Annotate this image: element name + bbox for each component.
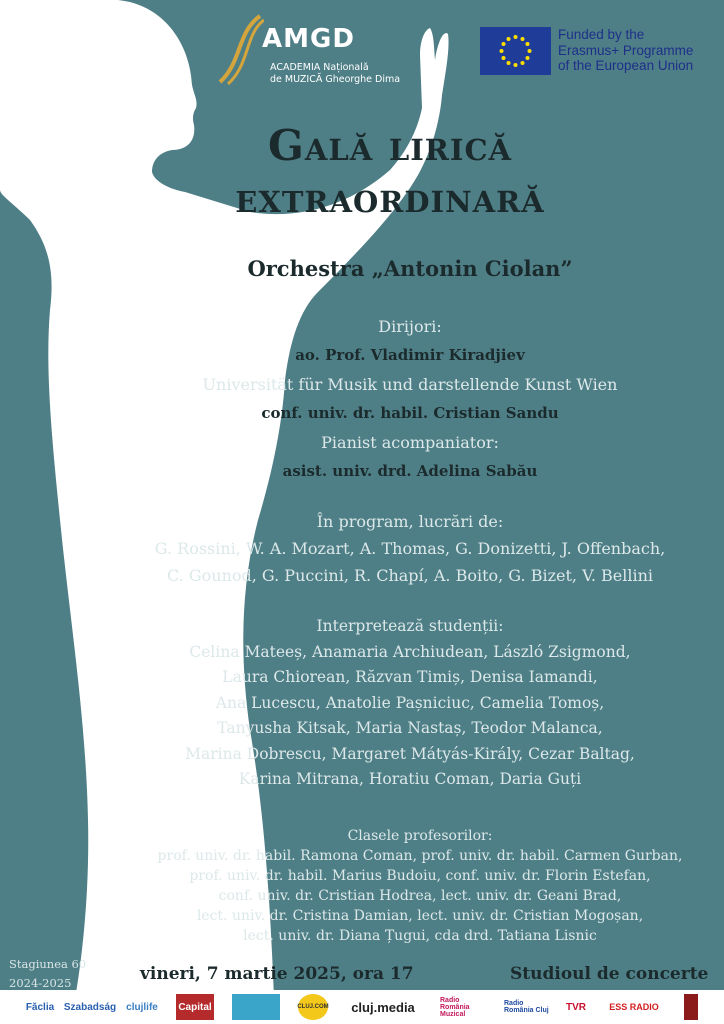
- program-heading: În program, lucrări de:: [316, 512, 504, 531]
- event-title-line1: Gală lirică: [267, 121, 513, 170]
- conductor-1: ao. Prof. Vladimir Kiradjiev: [295, 346, 525, 364]
- sponsor-logo[interactable]: Radio România Muzical: [440, 996, 470, 1018]
- sponsor-emblem-icon[interactable]: [684, 994, 698, 1020]
- academy-name-line1: ACADEMIA Națională: [270, 62, 369, 73]
- performers-line: Ana Lucescu, Anatolie Pașniciuc, Camelia Tomoș,: [215, 693, 605, 712]
- sponsor-logo[interactable]: Szabadság: [63, 1001, 117, 1013]
- sponsor-logo[interactable]: ESS RADIO: [609, 1002, 659, 1012]
- season-label: [9, 955, 86, 993]
- sponsor-logo[interactable]: cluj.media: [351, 999, 415, 1015]
- sponsors-bar: [0, 990, 724, 1024]
- event-title-line2: extraordinară: [235, 173, 545, 222]
- sponsor-logo[interactable]: CLUJ.COM: [298, 994, 328, 1020]
- conductor-2: conf. univ. dr. habil. Cristian Sandu: [261, 404, 559, 422]
- erasmus-logo[interactable]: [480, 27, 720, 77]
- erasmus-text: [558, 27, 693, 74]
- classes-section: [120, 826, 720, 946]
- orchestra-name: Orchestra „Antonin Ciolan”: [247, 256, 573, 281]
- classes-line: conf. univ. dr. Cristian Hodrea, lect. univ. dr. Geani Brad,: [218, 888, 622, 904]
- sponsor-logo[interactable]: clujlife: [126, 1001, 158, 1013]
- academy-swoosh-icon: [212, 12, 264, 88]
- event-title: [180, 120, 600, 224]
- season-line1: Stagiunea 60: [9, 957, 87, 971]
- classes-line: prof. univ. dr. habil. Marius Budoiu, conf. univ. dr. Florin Estefan,: [189, 868, 651, 884]
- academy-name-line2: de MUZICĂ Gheorghe Dima: [270, 74, 401, 85]
- academy-brand-text: AMGD: [262, 24, 355, 54]
- erasmus-text-line1: Funded by the: [558, 27, 645, 42]
- event-date: vineri, 7 martie 2025, ora 17: [140, 964, 414, 984]
- sponsor-logo[interactable]: Capital: [176, 994, 214, 1020]
- program-section: [150, 508, 670, 589]
- classes-heading: Clasele profesorilor:: [347, 828, 493, 844]
- performers-line: Marina Dobrescu, Margaret Mátyás-Király, Cezar Baltag,: [185, 744, 635, 763]
- season-line2: 2024-2025: [9, 976, 72, 990]
- performers-line: Tanyusha Kitsak, Maria Nastaș, Teodor Malanca,: [217, 719, 603, 737]
- classes-line: lect. univ. dr. Diana Țugui, cda drd. Tatiana Lisnic: [243, 928, 597, 944]
- performers-line: Laura Chiorean, Răzvan Timiș, Denisa Iamandi,: [222, 668, 598, 686]
- sponsor-logo[interactable]: Radio România Cluj: [504, 1000, 549, 1014]
- classes-line: prof. univ. dr. habil. Ramona Coman, prof. univ. dr. habil. Carmen Gurban,: [157, 848, 683, 864]
- sponsor-logo[interactable]: [232, 994, 280, 1020]
- sponsor-logo[interactable]: Făclia: [25, 1001, 55, 1013]
- program-composers-line1: G. Rossini, W. A. Mozart, A. Thomas, G. Donizetti, J. Offenbach,: [154, 539, 666, 558]
- pianist-heading: Pianist acompaniator:: [321, 433, 499, 452]
- performers-line: Celina Mateeș, Anamaria Archiudean, László Zsigmond,: [189, 642, 631, 661]
- erasmus-text-line2: Erasmus+ Programme: [558, 42, 694, 58]
- conductors-section: [150, 312, 670, 486]
- conductor-1-affiliation: Universität für Musik und darstellende Kunst Wien: [202, 375, 618, 394]
- performers-line: Karina Mitrana, Horatiu Coman, Daria Guți: [238, 770, 582, 788]
- pianist-name: asist. univ. drd. Adelina Sabău: [282, 462, 538, 480]
- sponsor-logo[interactable]: TVR: [566, 1001, 586, 1013]
- academy-logo[interactable]: [212, 12, 401, 90]
- performers-section: [150, 614, 670, 793]
- eu-flag-icon: [480, 27, 551, 75]
- conductors-heading: Dirijori:: [378, 317, 442, 336]
- erasmus-text-line3: of the European Union: [558, 58, 694, 73]
- event-venue: Studioul de concerte: [510, 964, 709, 984]
- performers-heading: Interpretează studenții:: [316, 617, 504, 635]
- classes-line: lect. univ. dr. Cristina Damian, lect. univ. dr. Cristian Mogoșan,: [196, 908, 644, 924]
- program-composers-line2: C. Gounod, G. Puccini, R. Chapí, A. Boito, G. Bizet, V. Bellini: [167, 566, 653, 585]
